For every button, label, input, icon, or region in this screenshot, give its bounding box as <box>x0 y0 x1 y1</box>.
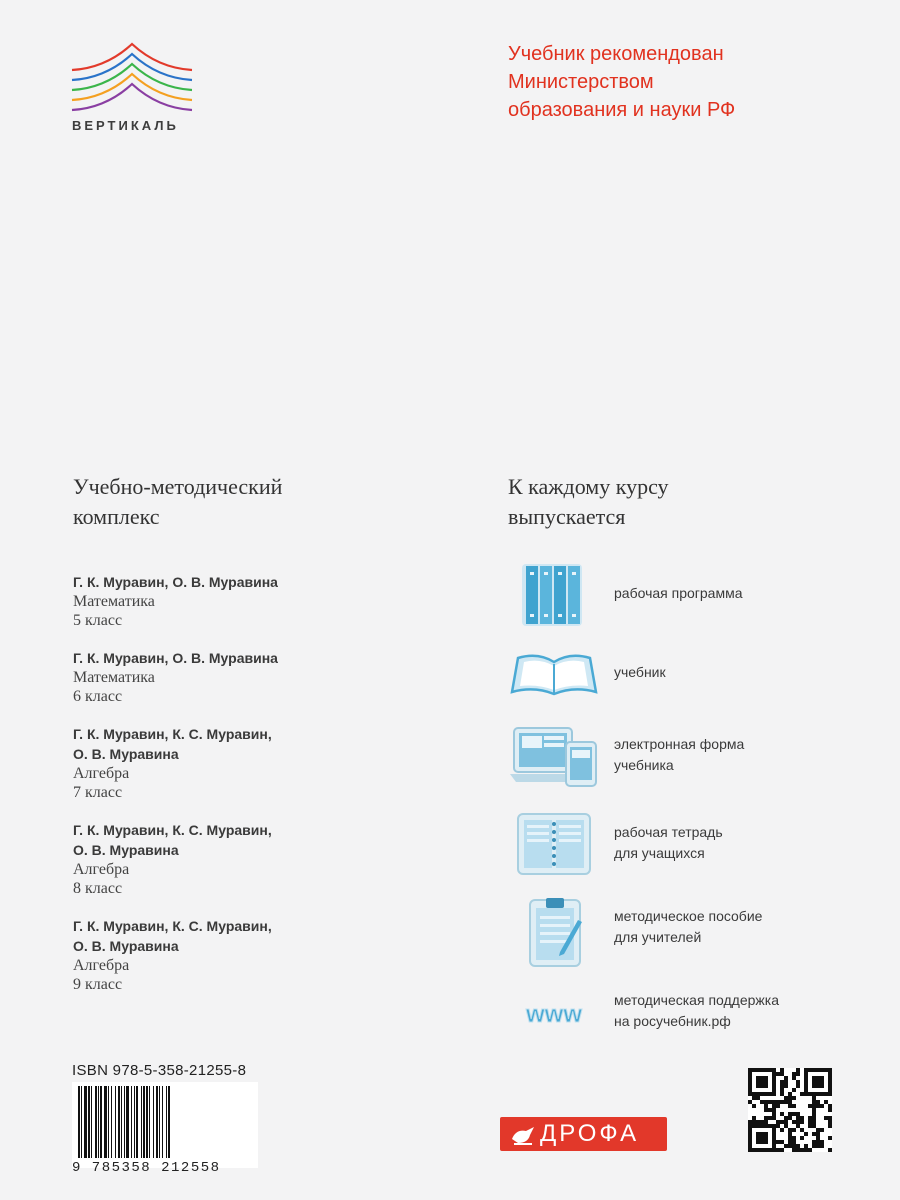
qr-code-icon <box>748 1068 832 1152</box>
book-authors: Г. К. Муравин, К. С. Муравин, О. В. Муравина <box>73 918 272 954</box>
book-entry <box>73 648 433 706</box>
book-grade: 7 класс <box>73 784 123 801</box>
www-text: www <box>525 1001 583 1028</box>
bird-icon <box>506 1117 540 1151</box>
course-item-teacher-guide <box>508 896 838 966</box>
umk-heading <box>73 472 282 532</box>
open-book-icon <box>508 640 600 712</box>
course-item-textbook <box>508 640 838 710</box>
course-item-label: рабочая программа <box>614 585 743 601</box>
vertikal-arcs-icon <box>66 40 206 120</box>
book-authors: Г. К. Муравин, О. В. Муравина <box>73 574 278 590</box>
logo-text: ВЕРТИКАЛЬ <box>72 118 179 133</box>
vertikal-logo <box>66 40 206 140</box>
workbook-icon <box>508 812 600 884</box>
course-item-e-textbook <box>508 724 838 794</box>
course-item-workbook <box>508 812 838 882</box>
book-grade: 8 класс <box>73 880 123 897</box>
book-subject: Алгебра <box>73 765 130 782</box>
book-grade: 6 класс <box>73 688 123 705</box>
book-entry <box>73 572 433 630</box>
drofa-logo-text: ДРОФА <box>540 1120 640 1147</box>
course-item-label: методическое пособие для учителей <box>614 908 763 945</box>
book-list <box>73 572 433 1012</box>
book-grade: 9 класс <box>73 976 123 993</box>
www-icon <box>508 980 600 1052</box>
book-subject: Математика <box>73 669 155 686</box>
book-subject: Алгебра <box>73 861 130 878</box>
course-item-work-program <box>508 560 838 630</box>
drofa-logo <box>500 1117 667 1151</box>
devices-icon <box>508 724 600 796</box>
course-heading-line: выпускается <box>508 504 626 529</box>
umk-heading-line: комплекс <box>73 504 160 529</box>
course-item-label: рабочая тетрадь для учащихся <box>614 824 723 861</box>
course-item-online-support <box>508 980 838 1050</box>
book-subject: Алгебра <box>73 957 130 974</box>
clipboard-icon <box>508 896 600 968</box>
course-item-label: методическая поддержка на росучебник.рф <box>614 992 779 1029</box>
book-entry <box>73 916 433 994</box>
book-entry <box>73 820 433 898</box>
course-item-label: учебник <box>614 664 666 680</box>
umk-heading-line: Учебно-методический <box>73 474 283 499</box>
course-heading <box>508 472 669 532</box>
book-entry <box>73 724 433 802</box>
binders-icon <box>508 560 600 632</box>
book-authors: Г. К. Муравин, К. С. Муравин, О. В. Муравина <box>73 726 272 762</box>
course-item-label: электронная форма учебника <box>614 736 745 773</box>
barcode-icon <box>72 1082 258 1168</box>
book-subject: Математика <box>73 593 155 610</box>
isbn: ISBN 978-5-358-21255-8 <box>72 1062 247 1079</box>
ministry-recommendation <box>508 40 808 124</box>
book-grade: 5 класс <box>73 612 123 629</box>
recommendation-line: Учебник рекомендован <box>508 43 724 65</box>
book-authors: Г. К. Муравин, К. С. Муравин, О. В. Муравина <box>73 822 272 858</box>
recommendation-line: образования и науки РФ <box>508 99 736 121</box>
course-heading-line: К каждому курсу <box>508 474 669 499</box>
book-authors: Г. К. Муравин, О. В. Муравина <box>73 650 278 666</box>
barcode-number: 9 785358 212558 <box>72 1160 221 1176</box>
recommendation-line: Министерством <box>508 71 654 93</box>
